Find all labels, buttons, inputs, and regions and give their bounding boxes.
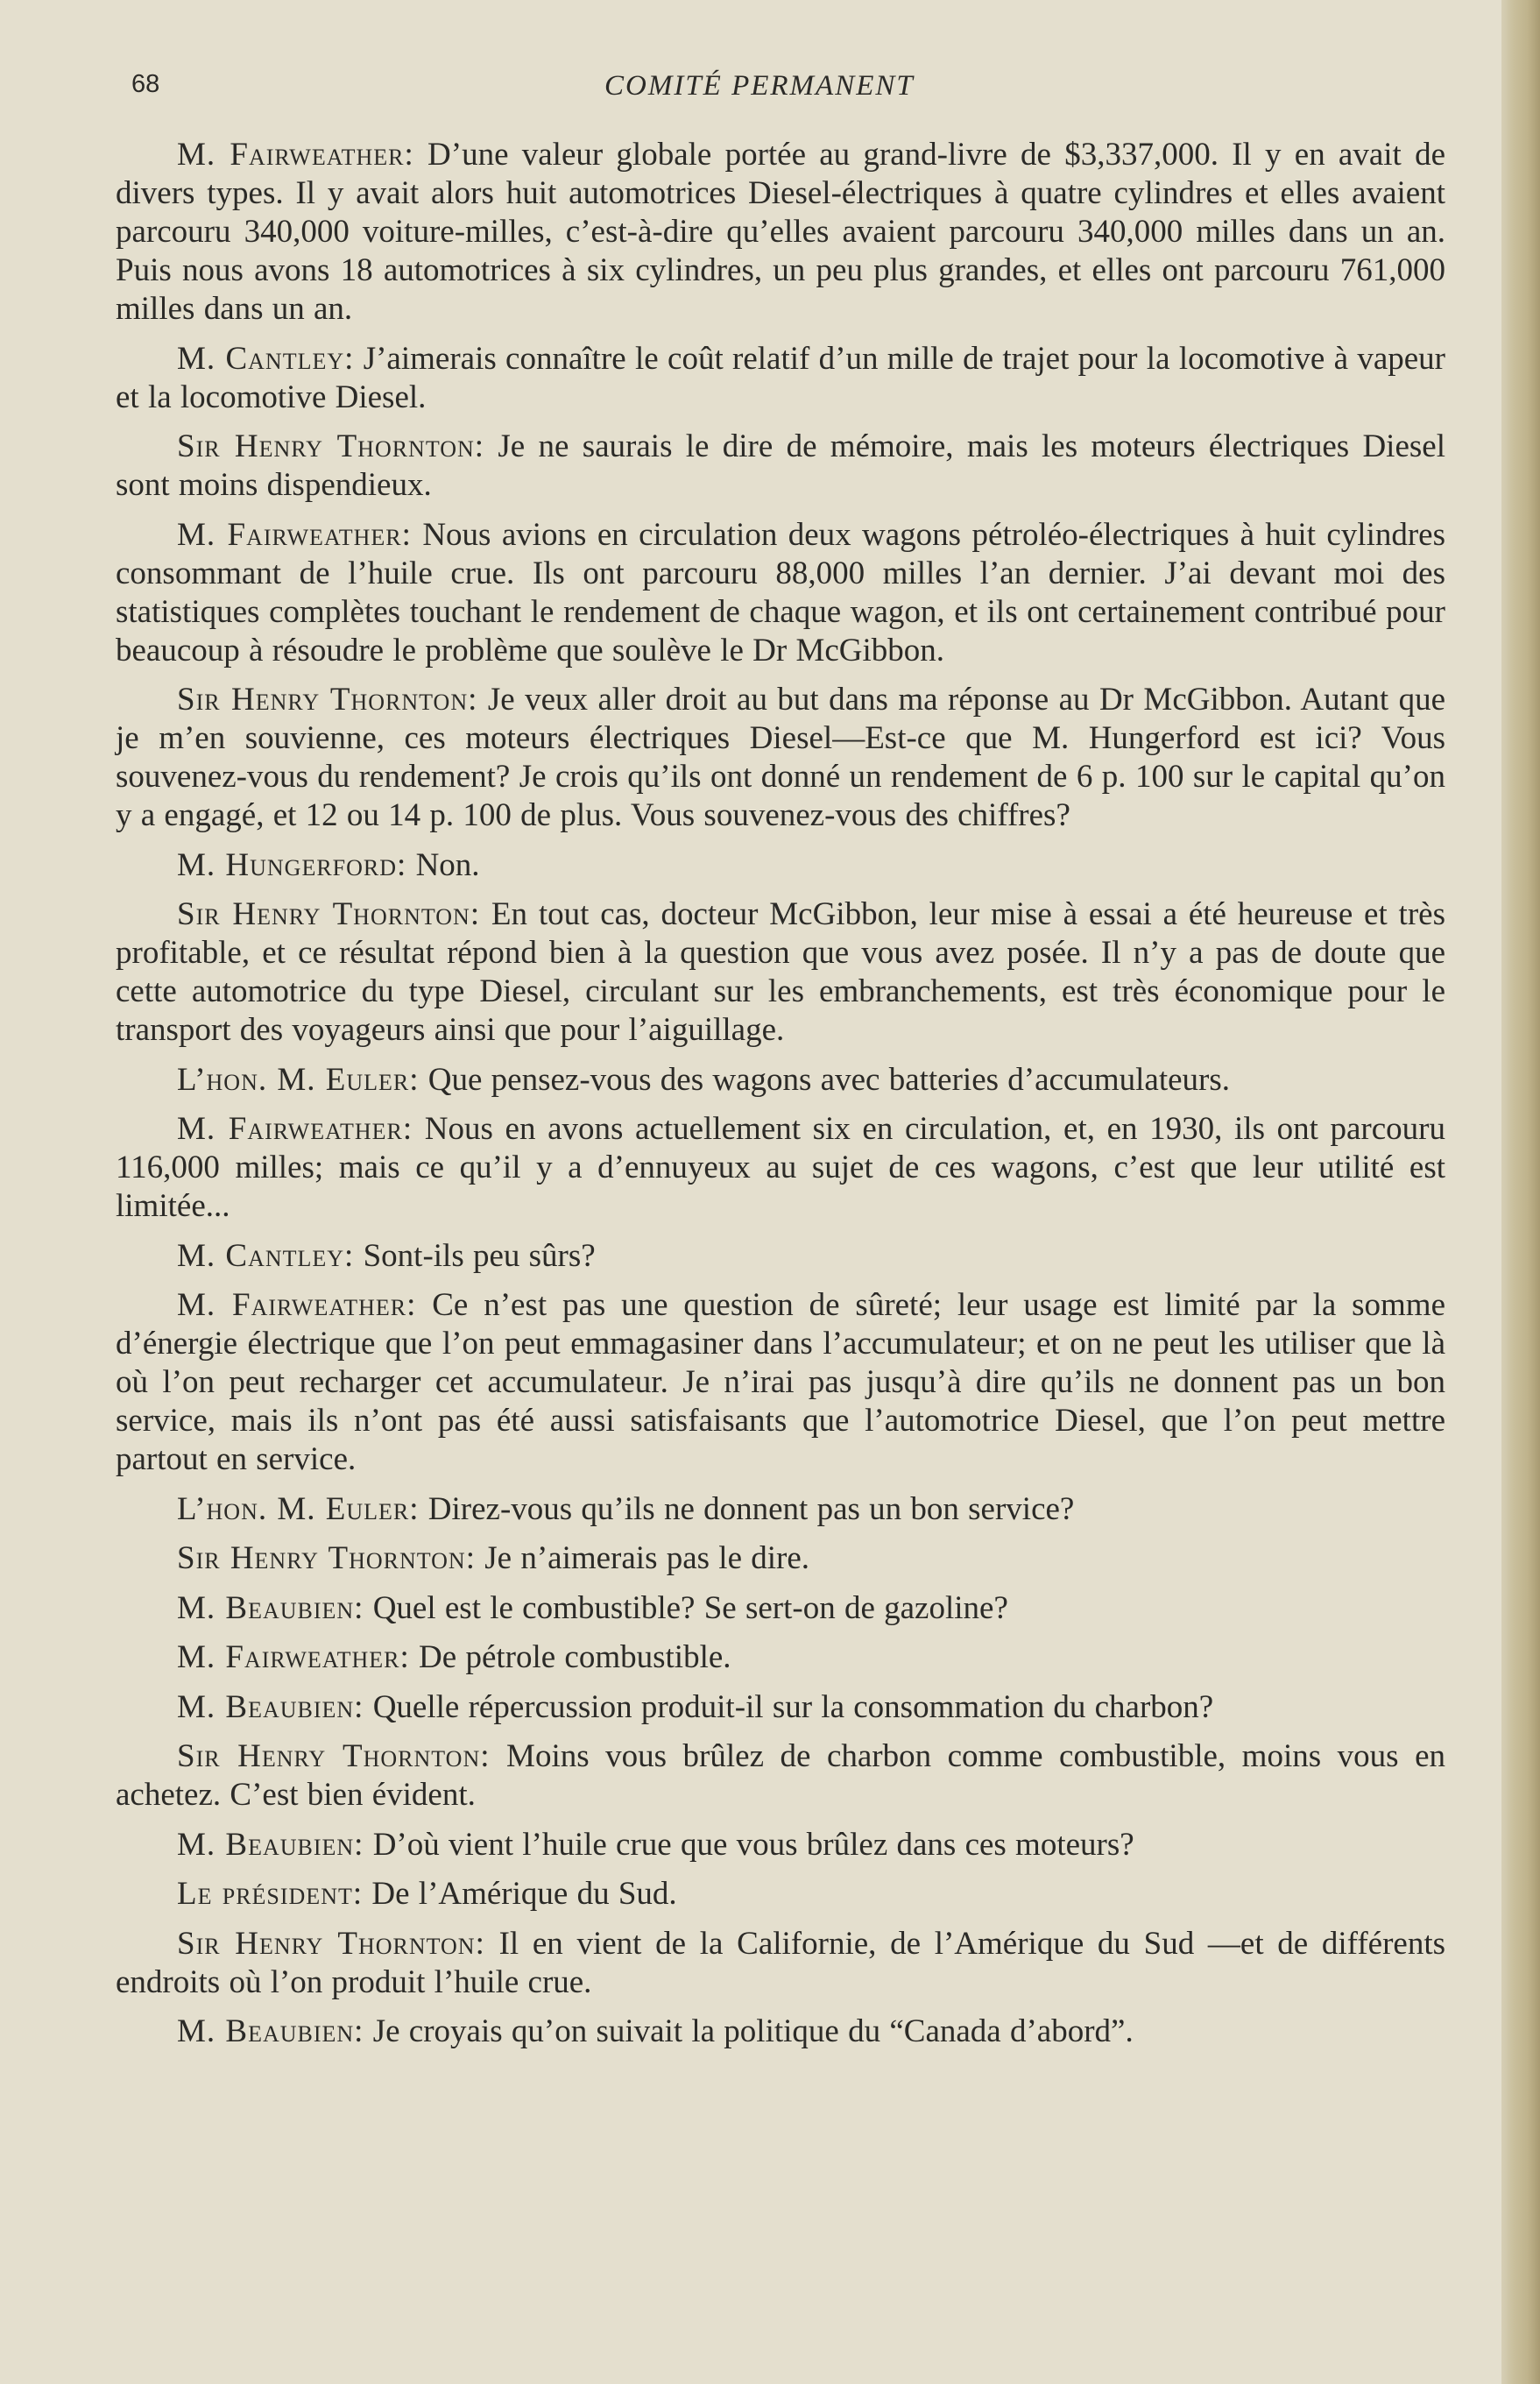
speech-text: En tout cas, docteur McGibbon, leur mise à essai a été heureuse et très profitable, et ce résultat répond bien à la question que vous avez posée. Il n’y a pas de doute que cette automotrice du type Diesel, circulant sur les embranchements, est très économique pour le transport des voyageurs ainsi que pour l’aiguillage. xyxy=(116,896,1445,1048)
transcript-paragraph xyxy=(116,1061,1445,1100)
speech-text: J’aimerais connaître le coût relatif d’un mille de trajet pour la locomotive à vapeur et la locomotive Diesel. xyxy=(116,340,1445,415)
page-number: 68 xyxy=(131,70,160,98)
speaker-name: Sir Henry Thornton: xyxy=(177,1540,476,1576)
speaker-name: L’hon. M. Euler: xyxy=(177,1061,420,1098)
speaker-name: M. Beaubien: xyxy=(177,1589,364,1626)
transcript-paragraph xyxy=(116,428,1445,505)
speech-text: D’une valeur globale portée au grand-livre de $3,337,000. Il y en avait de divers types. Il y avait alors huit automotrices Diesel-électriques à quatre cylindres et elles avaient parcouru 340,000 voiture-milles, c’est-à-dire qu’elles avaient parcouru 340,000 milles dans un an. Puis nous avons 18 automotrices à six cylindres, un peu plus grandes, et elles ont parcouru 761,000 milles dans un an. xyxy=(116,137,1446,327)
running-title: COMITÉ PERMANENT xyxy=(604,70,915,102)
speaker-name: M. Fairweather: xyxy=(177,516,412,553)
transcript-paragraph xyxy=(116,516,1445,670)
speech-text: Je ne saurais le dire de mémoire, mais les moteurs électriques Diesel sont moins dispendieux. xyxy=(116,428,1445,503)
speech-text: Ce n’est pas une question de sûreté; leur usage est limité par la somme d’énergie électrique que l’on peut emmagasiner dans l’accumulateur; et on ne peut les utiliser que là où l’on peut recharger cet accumulateur. Je n’irai pas jusqu’à dire qu’ils ne donnent pas un bon service, mais ils n’ont pas été aussi satisfaisants que l’automotrice Diesel, que l’on peut mettre partout en service. xyxy=(116,1287,1446,1477)
speaker-name: L’hon. M. Euler: xyxy=(177,1490,420,1527)
page-header xyxy=(131,70,1445,114)
transcript-paragraph xyxy=(116,846,1445,885)
transcript-paragraph xyxy=(116,1490,1445,1529)
speech-text: Je veux aller droit au but dans ma réponse au Dr McGibbon. Autant que je m’en souvienne, ces moteurs électriques Diesel—Est-ce que M. Hungerford est ici? Vous souvenez-vous du rendement? Je crois qu’ils ont donné un rendement de 6 p. 100 sur le capital qu’on y a engagé, et 12 ou 14 p. 100 de plus. Vous souvenez-vous des chiffres? xyxy=(116,682,1445,833)
speaker-name: M. Fairweather: xyxy=(177,137,414,173)
transcript-paragraph xyxy=(116,1875,1445,1914)
speech-text: Il en vient de la Californie, de l’Amérique du Sud —et de différents endroits où l’on produit l’huile crue. xyxy=(116,1925,1445,2000)
speaker-name: M. Beaubien: xyxy=(177,1688,364,1725)
page-edge xyxy=(1501,0,1540,2384)
transcript-paragraph xyxy=(116,1237,1445,1276)
speaker-name: M. Cantley: xyxy=(177,1237,355,1274)
transcript-paragraph xyxy=(116,1286,1445,1479)
speaker-name: Sir Henry Thornton: xyxy=(177,682,478,718)
transcript-paragraph xyxy=(116,2013,1445,2051)
transcript-paragraph xyxy=(116,1539,1445,1578)
speaker-name: Sir Henry Thornton: xyxy=(177,896,481,932)
speaker-name: M. Fairweather: xyxy=(177,1639,410,1675)
transcript-paragraph xyxy=(116,340,1445,417)
speaker-name: Sir Henry Thornton: xyxy=(177,428,485,464)
transcript-paragraph xyxy=(116,1688,1445,1727)
speaker-name: M. Fairweather: xyxy=(177,1287,417,1323)
speech-text: Moins vous brûlez de charbon comme combustible, moins vous en achetez. C’est bien évident. xyxy=(116,1738,1445,1813)
transcript-paragraph xyxy=(116,1925,1445,2002)
speech-text: Non. xyxy=(406,846,480,883)
speech-text: Je croyais qu’on suivait la politique du “Canada d’abord”. xyxy=(364,2013,1134,2049)
transcript-paragraph xyxy=(116,895,1445,1050)
speech-text: Que pensez-vous des wagons avec batteries d’accumulateurs. xyxy=(419,1061,1231,1098)
speaker-name: M. Fairweather: xyxy=(177,1111,413,1147)
speech-text: De l’Amérique du Sud. xyxy=(363,1876,677,1912)
speaker-name: M. Cantley: xyxy=(177,340,355,377)
speech-text: De pétrole combustible. xyxy=(409,1639,731,1675)
transcript-paragraph xyxy=(116,136,1445,329)
speaker-name: Sir Henry Thornton: xyxy=(177,1738,491,1774)
speaker-name: Sir Henry Thornton: xyxy=(177,1925,485,1962)
speaker-name: Le président: xyxy=(177,1876,364,1912)
transcript-paragraph xyxy=(116,1110,1445,1226)
speech-text: Nous avions en circulation deux wagons pétroléo-électriques à huit cylindres consommant de l’huile crue. Ils ont parcouru 88,000 milles l’an dernier. J’ai devant moi des statistiques complètes touchant le rendement de chaque wagon, et ils ont certainement contribué pour beaucoup à résoudre le problème que soulève le Dr McGibbon. xyxy=(116,516,1446,669)
speech-text: D’où vient l’huile crue que vous brûlez dans ces moteurs? xyxy=(364,1826,1134,1863)
transcript-body xyxy=(116,136,1445,2062)
speech-text: Direz-vous qu’ils ne donnent pas un bon service? xyxy=(419,1490,1075,1527)
speaker-name: M. Hungerford: xyxy=(177,846,407,883)
transcript-paragraph xyxy=(116,681,1445,835)
transcript-paragraph xyxy=(116,1826,1445,1864)
speaker-name: M. Beaubien: xyxy=(177,2013,364,2049)
transcript-paragraph xyxy=(116,1737,1445,1815)
speech-text: Quelle répercussion produit-il sur la consommation du charbon? xyxy=(364,1688,1214,1725)
speech-text: Quel est le combustible? Se sert-on de gazoline? xyxy=(364,1589,1008,1626)
transcript-paragraph xyxy=(116,1589,1445,1628)
speech-text: Je n’aimerais pas le dire. xyxy=(476,1540,810,1576)
speech-text: Nous en avons actuellement six en circulation, et, en 1930, ils ont parcouru 116,000 milles; mais ce qu’il y a d’ennuyeux au sujet de ces wagons, c’est que leur utilité est limitée... xyxy=(116,1111,1445,1224)
transcript-paragraph xyxy=(116,1638,1445,1677)
speech-text: Sont-ils peu sûrs? xyxy=(354,1237,596,1274)
speaker-name: M. Beaubien: xyxy=(177,1826,364,1863)
